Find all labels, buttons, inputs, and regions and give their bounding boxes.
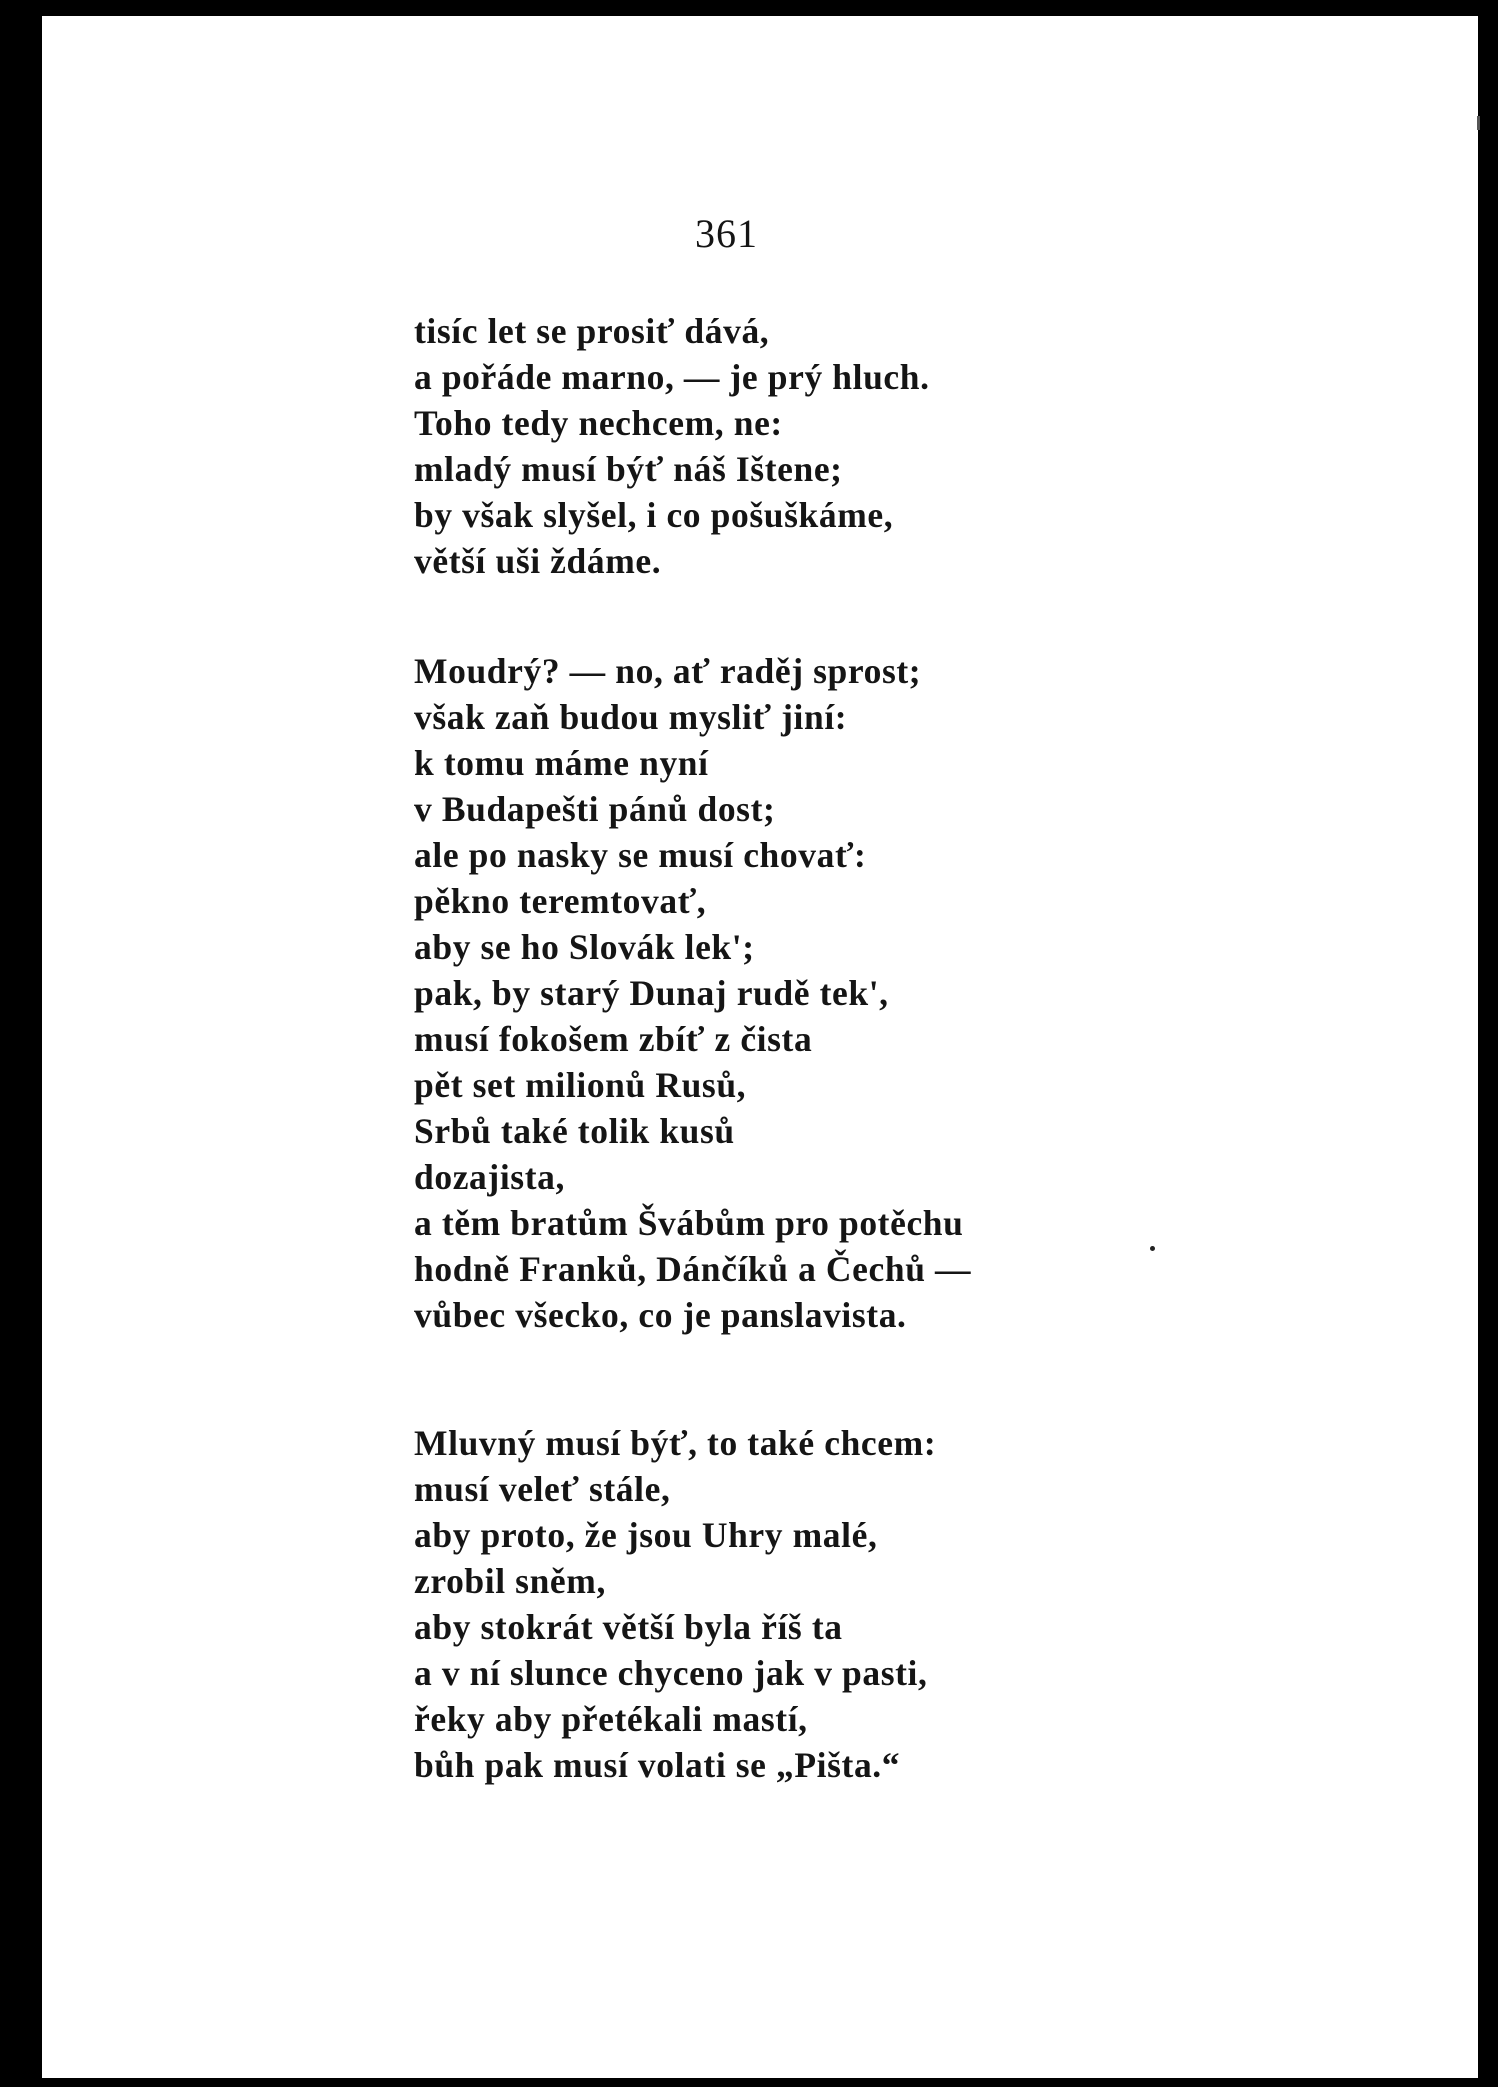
poem-line: řeky aby přetékali mastí,: [414, 1699, 808, 1739]
poem-line: vůbec všecko, co je panslavista.: [414, 1295, 907, 1335]
poem-line: v Budapešti pánů dost;: [414, 789, 776, 829]
stanza-2: [414, 648, 971, 1338]
poem-line: bůh pak musí volati se „Pišta.“: [414, 1745, 901, 1785]
page-number: 361: [695, 211, 758, 256]
poem-line: aby stokrát větší byla říš ta: [414, 1607, 843, 1647]
page-edge-mark: [1477, 116, 1480, 130]
poem-line: a těm bratům Švábům pro potěchu: [414, 1203, 964, 1243]
poem-line: pěkno teremtovať,: [414, 881, 707, 921]
poem-line: zrobil sněm,: [414, 1561, 606, 1601]
poem-line: pět set milionů Rusů,: [414, 1065, 747, 1105]
poem-line: by však slyšel, i co pošuškáme,: [414, 495, 894, 535]
stanza-3: [414, 1420, 936, 1788]
poem-line: k tomu máme nyní: [414, 743, 709, 783]
poem-line: Moudrý? — no, ať raděj sprost;: [414, 651, 922, 691]
stanza-1: [414, 308, 930, 584]
poem-line: Srbů také tolik kusů: [414, 1111, 735, 1151]
poem-line: mladý musí býť náš Ištene;: [414, 449, 843, 489]
poem-line: dozajista,: [414, 1157, 565, 1197]
poem-line: a v ní slunce chyceno jak v pasti,: [414, 1653, 928, 1693]
poem-line: pak, by starý Dunaj rudě tek',: [414, 973, 889, 1013]
poem-line: a pořáde marno, — je prý hluch.: [414, 357, 930, 397]
poem-line: aby se ho Slovák lek';: [414, 927, 755, 967]
poem-line: větší uši ždáme.: [414, 541, 662, 581]
poem-line: musí fokošem zbíť z čista: [414, 1019, 813, 1059]
poem-line: musí veleť stále,: [414, 1469, 671, 1509]
poem-line: hodně Franků, Dánčíků a Čechů —: [414, 1249, 972, 1289]
book-page: [42, 16, 1478, 2078]
poem-line: ale po nasky se musí chovať:: [414, 835, 867, 875]
poem-line: Toho tedy nechcem, ne:: [414, 403, 783, 443]
poem-line: Mluvný musí býť, to také chcem:: [414, 1423, 937, 1463]
poem-line: však zaň budou mysliť jiní:: [414, 697, 848, 737]
poem-line: aby proto, že jsou Uhry malé,: [414, 1515, 878, 1555]
print-speck: [1150, 1246, 1155, 1251]
poem-line: tisíc let se prosiť dává,: [414, 311, 770, 351]
